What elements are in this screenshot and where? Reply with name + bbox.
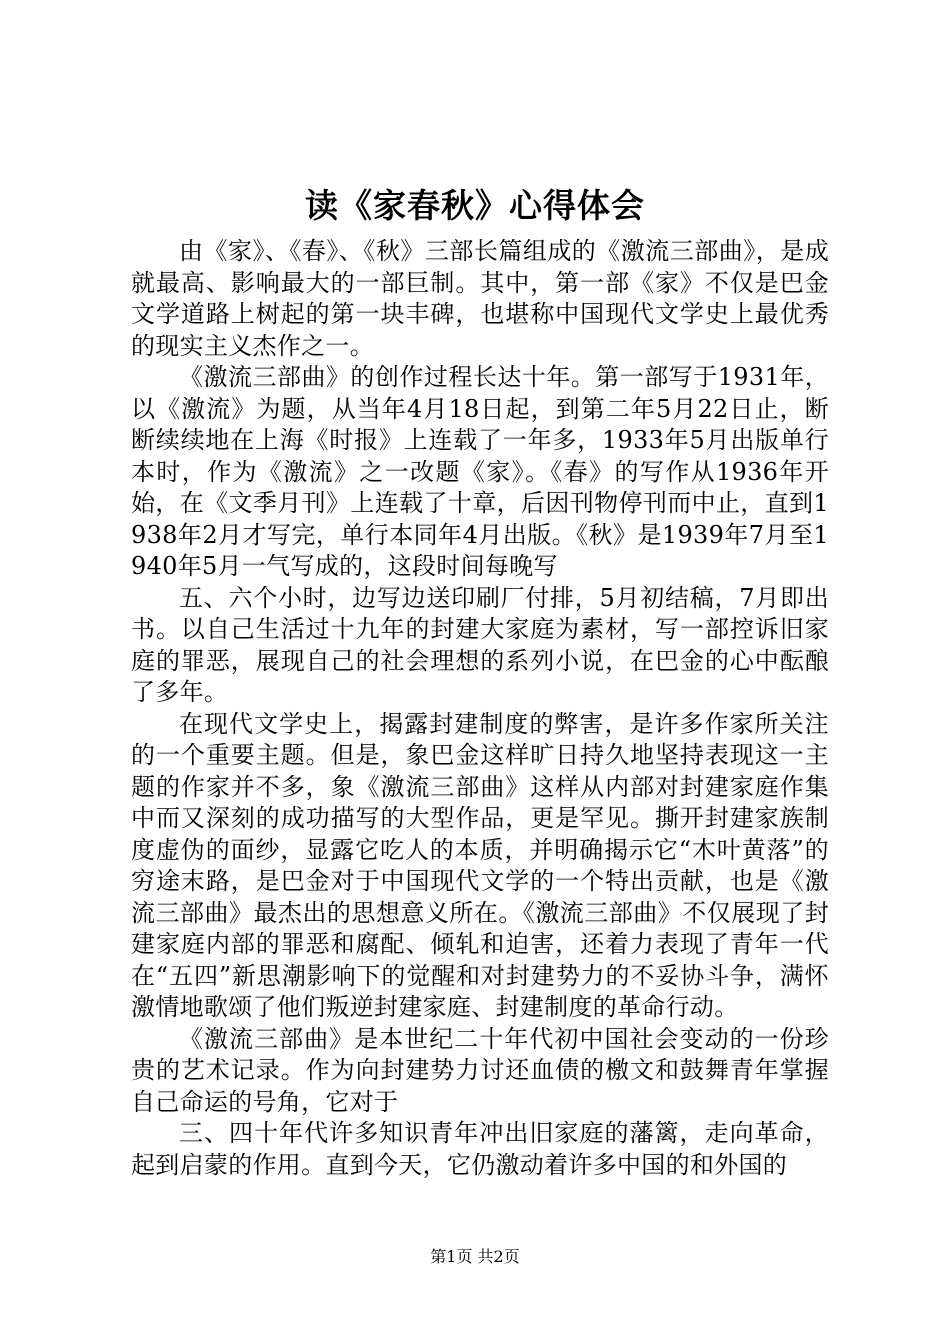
- paragraph-5: 《激流三部曲》是本世纪二十年代初中国社会变动的一份珍贵的艺术记录。作为向封建势力讨还血债的檄文和鼓舞青年掌握自己命运的号角，它对于: [131, 1024, 829, 1116]
- paragraph-1: 由《家》、《春》、《秋》三部长篇组成的《激流三部曲》，是成就最高、影响最大的一部巨制。其中，第一部《家》不仅是巴金文学道路上树起的第一块丰碑，也堪称中国现代文学史上最优秀的现实主义杰作之一。: [131, 237, 829, 360]
- paragraph-4: 在现代文学史上，揭露封建制度的弊害，是许多作家所关注的一个重要主题。但是，象巴金这样旷日持久地坚持表现这一主题的作家并不多，象《激流三部曲》这样从内部对封建家庭作集中而又深刻的成功描写的大型作品，更是罕见。撕开封建家族制度虚伪的面纱，显露它吃人的本质，并明确揭示它“木叶黄落”的穷途末路，是巴金对于中国现代文学的一个特出贡献，也是《激流三部曲》最杰出的思想意义所在。《激流三部曲》不仅展现了封建家庭内部的罪恶和腐配、倾轧和迫害，还着力表现了青年一代在“五四”新思潮影响下的觉醒和对封建势力的不妥协斗争，满怀激情地歌颂了他们叛逆封建家庭、封建制度的革命行动。: [131, 709, 829, 1021]
- page-number-footer: 第1页 共2页: [430, 1247, 520, 1266]
- paragraph-2: 《激流三部曲》的创作过程长达十年。第一部写于1931年，以《激流》为题，从当年4月18日起，到第二年5月22日止，断断续续地在上海《时报》上连载了一年多，1933年5月出版单行本时，作为《激流》之一改题《家》。《春》的写作从1936年开始，在《文季月刊》上连载了十章，后因刊物停刊而中止，直到1938年2月才写完，单行本同年4月出版。《秋》是1939年7月至1940年5月一气写成的，这段时间每晚写: [131, 363, 829, 580]
- paragraph-6: 三、四十年代许多知识青年冲出旧家庭的藩篱，走向革命，起到启蒙的作用。直到今天，它仍激动着许多中国的和外国的: [131, 1119, 829, 1179]
- document-body: [131, 236, 829, 1181]
- document-title: 读《家春秋》心得体会: [305, 186, 645, 225]
- paragraph-3: 五、六个小时，边写边送印刷厂付排，5月初结稿，7月即出书。以自己生活过十九年的封建大家庭为素材，写一部控诉旧家庭的罪恶，展现自己的社会理想的系列小说，在巴金的心中酝酿了多年。: [131, 583, 829, 706]
